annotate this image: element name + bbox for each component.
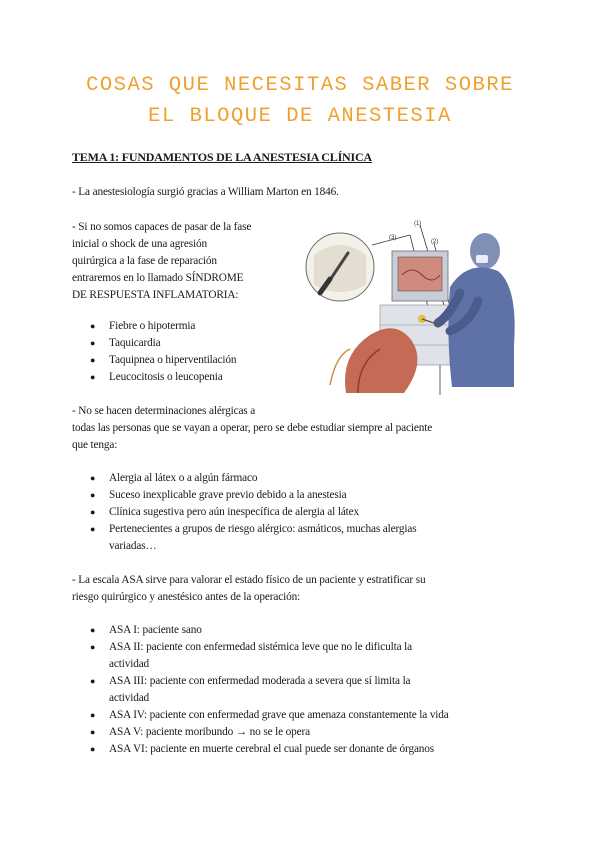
illustration-label: (2) [431,239,439,245]
bullet-icon: ● [90,625,96,635]
list-item [72,369,236,386]
illustration-label: (1) [414,221,422,227]
list-item-text: Suceso inexplicable grave previo debido a la anestesia [109,489,347,501]
anesthesia-procedure-illustration [300,215,520,395]
paragraph-asa [72,572,425,606]
bullet-icon: ● [90,642,96,652]
list-item-text: Clínica sugestiva pero aún inespecífica de alergia al látex [109,506,360,518]
paragraph-sirs-line: - Si no somos capaces de pasar de la fase [72,221,252,233]
asa-list [72,622,449,758]
paragraph-history-line: - La anestesiología surgió gracias a William Marton en 1846. [72,186,339,198]
bullet-icon: ● [90,507,96,517]
list-item-text: ASA IV: paciente con enfermedad grave que amenaza constantemente la vida [109,709,449,721]
list-item-text: ASA II: paciente con enfermedad sistémica leve que no le dificulta la [109,641,413,653]
page-title-line-2: EL BLOQUE DE ANESTESIA [148,105,452,128]
list-item [72,335,236,352]
bullet-icon: ● [90,490,96,500]
monitor-screen [398,257,442,291]
list-item-text: ASA III: paciente con enfermedad moderada a severa que sí limita la [109,675,411,687]
list-item-text: Alergia al látex o a algún fármaco [109,472,258,484]
page-title [0,70,600,132]
list-item-text: Fiebre o hipotermia [109,320,196,332]
bullet-icon: ● [90,372,96,382]
paragraph-allergy-line: - No se hacen determinaciones alérgicas a [72,405,256,417]
paragraph-allergy-line: todas las personas que se vayan a operar, pero se debe estudiar siempre al paciente [72,422,433,434]
paragraph-history [72,184,339,201]
bullet-icon: ● [90,338,96,348]
anesthetist-mask [476,255,488,263]
paragraph-asa-line: - La escala ASA sirve para valorar el estado físico de un paciente y estratificar su [72,574,426,586]
inset-skin [314,245,366,292]
list-item-text: ASA VI: paciente en muerte cerebral el cual puede ser donante de órganos [109,743,435,755]
list-item-text: ASA V: paciente moribundo → no se le opera [109,726,310,738]
bullet-icon: ● [90,676,96,686]
list-item [72,622,449,639]
list-item-text: Pertenecientes a grupos de riesgo alérgico: asmáticos, muchas alergias [109,523,417,535]
bullet-icon: ● [90,321,96,331]
list-item [72,707,449,724]
list-item [72,521,417,555]
list-item-text: actividad [109,658,150,670]
paragraph-asa-line: riesgo quirúrgico y anestésico antes de la operación: [72,591,301,603]
list-item [72,724,449,741]
bullet-icon: ● [90,524,96,534]
paragraph-sirs-line: quirúrgica a la fase de reparación [72,255,217,267]
bullet-icon: ● [90,727,96,737]
list-item-text: Taquicardia [109,337,161,349]
paragraph-sirs [72,219,251,304]
list-item-text: Leucocitosis o leucopenia [109,371,223,383]
paragraph-allergy-line: que tenga: [72,439,118,451]
list-item [72,352,236,369]
list-item [72,504,417,521]
list-item [72,673,449,707]
paragraph-sirs-line: DE RESPUESTA INFLAMATORIA: [72,289,239,301]
bullet-icon: ● [90,355,96,365]
list-item-text: actividad [109,692,150,704]
illustration-label: (3) [389,235,397,241]
sirs-list [72,318,236,386]
list-item [72,487,417,504]
list-item [72,741,449,758]
list-item-text: ASA I: paciente sano [109,624,202,636]
section-heading: TEMA 1: FUNDAMENTOS DE LA ANESTESIA CLÍNICA [72,150,372,164]
paragraph-sirs-line: inicial o shock de una agresión [72,238,207,250]
list-item-text: Taquipnea o hiperventilación [109,354,237,366]
paragraph-sirs-line: entraremos en lo llamado SÍNDROME [72,272,244,284]
list-item [72,470,417,487]
bullet-icon: ● [90,473,96,483]
list-item-text: variadas… [109,540,157,552]
list-item [72,639,449,673]
bullet-icon: ● [90,710,96,720]
paragraph-allergy [72,403,432,454]
page-title-line-1: COSAS QUE NECESITAS SABER SOBRE [86,74,514,97]
bullet-icon: ● [90,744,96,754]
patient-body [345,328,417,393]
allergy-list [72,470,417,555]
list-item [72,318,236,335]
anesthetist-cap [470,233,500,269]
